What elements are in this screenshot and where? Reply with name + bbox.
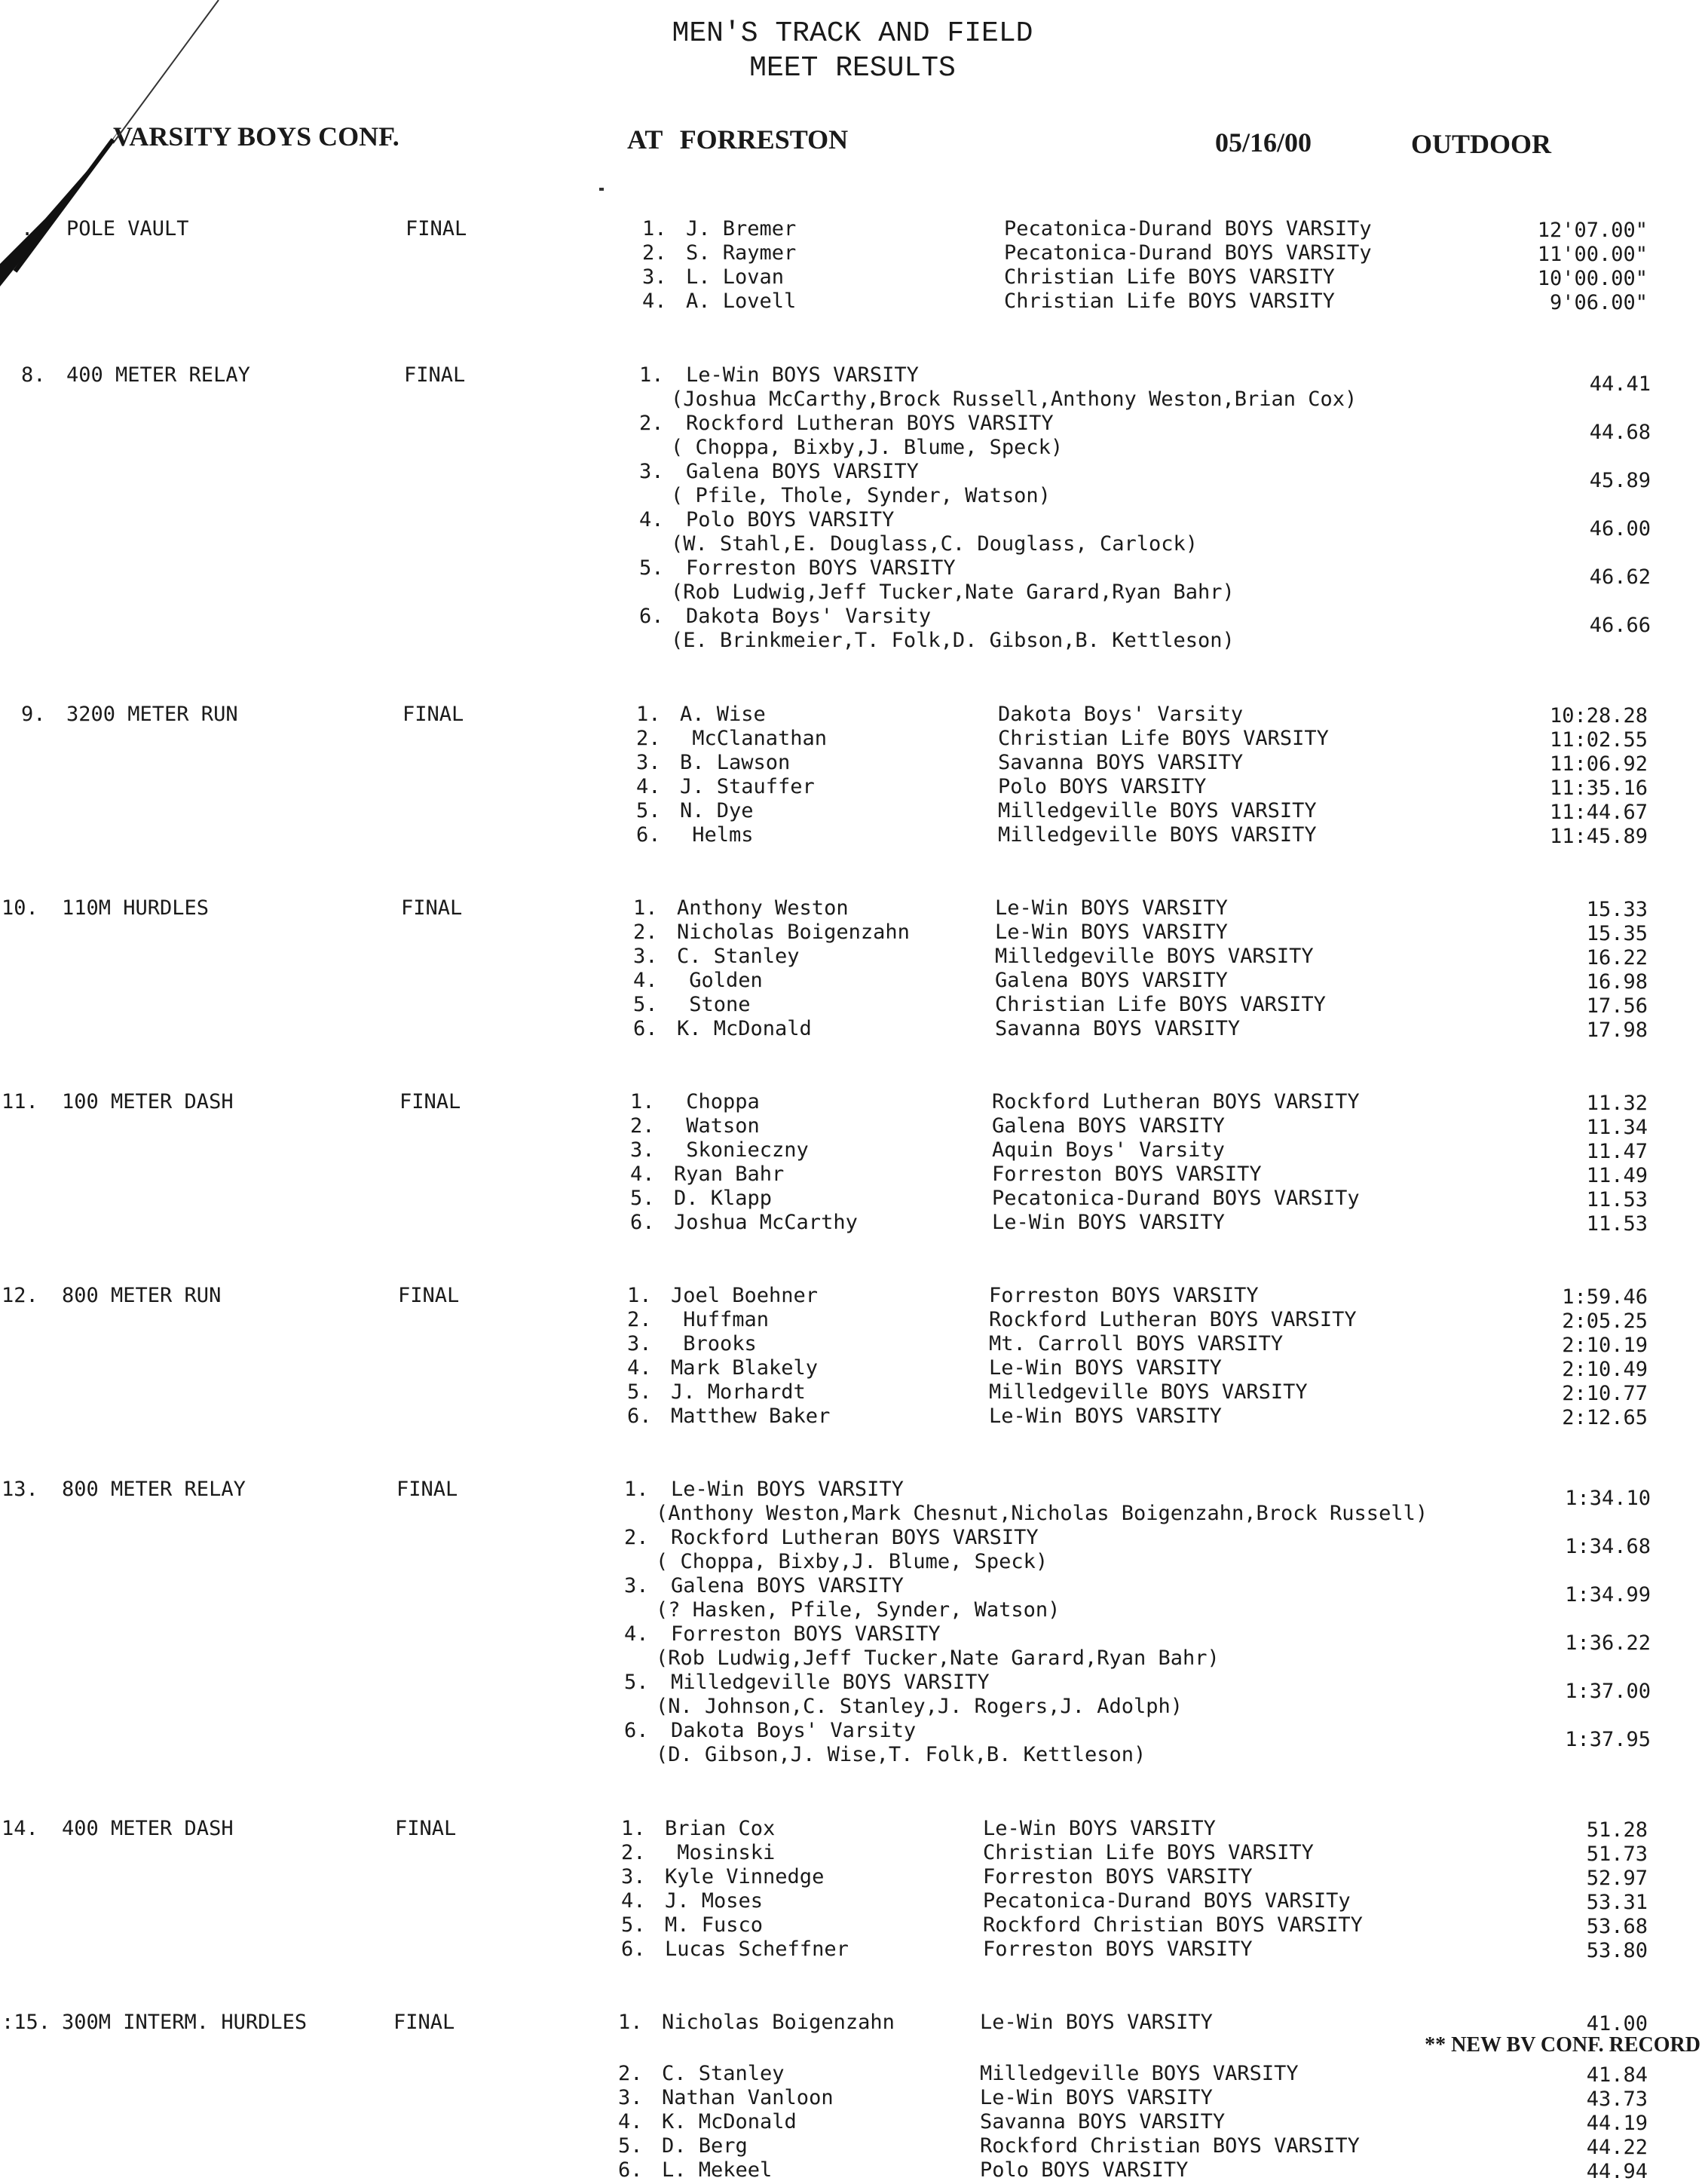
team-name: Christian Life BOYS VARSITY xyxy=(998,727,1329,750)
result-mark: 41.84 xyxy=(1586,2063,1648,2087)
event-round: FINAL xyxy=(403,703,464,726)
result-place: 3. xyxy=(621,1865,646,1888)
result-place: 5. xyxy=(639,556,664,580)
athlete-name: Joshua McCarthy xyxy=(674,1211,858,1234)
relay-team: Rockford Lutheran BOYS VARSITY xyxy=(671,1526,1039,1549)
result-mark: 44.94 xyxy=(1586,2160,1648,2183)
result-mark: 1:34.10 xyxy=(1565,1487,1651,1510)
relay-team: Dakota Boys' Varsity xyxy=(671,1719,917,1742)
result-place: 1. xyxy=(621,1817,646,1840)
event-number: :15. xyxy=(2,2011,51,2034)
result-place: 4. xyxy=(627,1356,652,1380)
relay-team: Dakota Boys' Varsity xyxy=(686,605,932,628)
result-place: 1. xyxy=(639,363,664,387)
team-name: Polo BOYS VARSITY xyxy=(980,2158,1189,2182)
result-mark: 11.47 xyxy=(1586,1140,1648,1163)
event-number: 9. xyxy=(21,703,46,726)
team-name: Forreston BOYS VARSITY xyxy=(992,1162,1262,1186)
result-mark: 2:10.49 xyxy=(1562,1358,1648,1381)
result-mark: 2:10.77 xyxy=(1562,1382,1648,1405)
result-mark: 1:36.22 xyxy=(1565,1631,1651,1655)
team-name: Milledgeville BOYS VARSITY xyxy=(998,823,1317,847)
event-round: FINAL xyxy=(399,1090,461,1113)
team-name: Rockford Christian BOYS VARSITY xyxy=(983,1913,1363,1937)
result-place: 4. xyxy=(639,508,664,531)
event-name: 400 METER DASH xyxy=(62,1817,234,1840)
result-mark: 17.56 xyxy=(1586,994,1648,1018)
result-mark: 11:35.16 xyxy=(1549,776,1648,800)
result-mark: 41.00 xyxy=(1586,2012,1648,2035)
athlete-name: S. Raymer xyxy=(686,241,797,265)
event-name: 3200 METER RUN xyxy=(66,703,238,726)
athlete-name: Brooks xyxy=(671,1332,757,1355)
result-place: 2. xyxy=(639,412,664,435)
result-mark: 2:05.25 xyxy=(1562,1309,1648,1333)
athlete-name: Choppa xyxy=(674,1090,760,1113)
relay-members: (W. Stahl,E. Douglass,C. Douglass, Carlock) xyxy=(671,532,1198,556)
relay-members: (Rob Ludwig,Jeff Tucker,Nate Garard,Ryan Bahr) xyxy=(671,580,1235,604)
relay-members: ( Choppa, Bixby,J. Blume, Speck) xyxy=(671,436,1064,459)
result-mark: 9'06.00" xyxy=(1549,291,1648,314)
result-mark: 44.19 xyxy=(1586,2112,1648,2135)
result-mark: 46.62 xyxy=(1589,565,1651,589)
team-name: Savanna BOYS VARSITY xyxy=(998,751,1244,774)
athlete-name: Nicholas Boigenzahn xyxy=(662,2011,895,2034)
result-mark: 16.22 xyxy=(1586,946,1648,969)
meet-location: AT FORRESTON xyxy=(627,124,849,155)
result-place: 5. xyxy=(633,993,658,1016)
team-name: Le-Win BOYS VARSITY xyxy=(995,896,1228,920)
result-place: 3. xyxy=(630,1138,655,1162)
team-name: Rockford Lutheran BOYS VARSITY xyxy=(992,1090,1360,1113)
result-mark: 1:37.95 xyxy=(1565,1728,1651,1751)
meet-name: VARSITY BOYS CONF. xyxy=(113,121,399,152)
team-name: Forreston BOYS VARSITY xyxy=(983,1865,1253,1888)
result-place: 2. xyxy=(618,2062,643,2085)
athlete-name: Skonieczny xyxy=(674,1138,809,1162)
result-mark: 11:44.67 xyxy=(1549,801,1648,824)
team-name: Rockford Lutheran BOYS VARSITY xyxy=(989,1308,1357,1331)
team-name: Pecatonica-Durand BOYS VARSITy xyxy=(983,1889,1351,1913)
result-mark: 2:10.19 xyxy=(1562,1334,1648,1357)
event-number: 14. xyxy=(2,1817,38,1840)
athlete-name: Joel Boehner xyxy=(671,1284,819,1307)
athlete-name: Mosinski xyxy=(665,1841,776,1864)
relay-team: Polo BOYS VARSITY xyxy=(686,508,895,531)
result-mark: 12'07.00" xyxy=(1537,219,1648,242)
team-name: Polo BOYS VARSITY xyxy=(998,775,1207,798)
team-name: Milledgeville BOYS VARSITY xyxy=(980,2062,1299,2085)
result-mark: 51.73 xyxy=(1586,1842,1648,1866)
relay-members: (E. Brinkmeier,T. Folk,D. Gibson,B. Kettleson) xyxy=(671,629,1235,652)
result-place: 6. xyxy=(639,605,664,628)
athlete-name: Nicholas Boigenzahn xyxy=(677,920,910,944)
result-place: 4. xyxy=(630,1162,655,1186)
result-place: 1. xyxy=(627,1284,652,1307)
result-place: 6. xyxy=(633,1017,658,1040)
result-mark: 43.73 xyxy=(1586,2088,1648,2111)
result-mark: 10'00.00" xyxy=(1537,267,1648,290)
result-place: 1. xyxy=(642,217,667,240)
result-place: 6. xyxy=(624,1719,649,1742)
event-round: FINAL xyxy=(395,1817,457,1840)
result-place: 4. xyxy=(618,2110,643,2133)
event-name: 110M HURDLES xyxy=(62,896,210,920)
athlete-name: L. Mekeel xyxy=(662,2158,773,2182)
result-mark: 45.89 xyxy=(1589,469,1651,492)
relay-team: Le-Win BOYS VARSITY xyxy=(686,363,919,387)
athlete-name: Brian Cox xyxy=(665,1817,776,1840)
athlete-name: J. Moses xyxy=(665,1889,764,1913)
athlete-name: Helms xyxy=(680,823,754,847)
result-mark: 11.32 xyxy=(1586,1092,1648,1115)
result-mark: 17.98 xyxy=(1586,1018,1648,1042)
team-name: Christian Life BOYS VARSITY xyxy=(983,1841,1314,1864)
result-place: 1. xyxy=(624,1478,649,1501)
result-mark: 15.33 xyxy=(1586,898,1648,921)
result-place: 3. xyxy=(642,265,667,289)
athlete-name: Mark Blakely xyxy=(671,1356,819,1380)
team-name: Savanna BOYS VARSITY xyxy=(980,2110,1226,2133)
relay-members: (? Hasken, Pfile, Synder, Watson) xyxy=(656,1598,1061,1622)
result-mark: 44.22 xyxy=(1586,2136,1648,2159)
event-round: FINAL xyxy=(404,363,466,387)
team-name: Forreston BOYS VARSITY xyxy=(983,1937,1253,1961)
athlete-name: Stone xyxy=(677,993,751,1016)
result-place: 3. xyxy=(639,460,664,483)
athlete-name: C. Stanley xyxy=(677,945,800,968)
result-mark: 11.53 xyxy=(1586,1188,1648,1211)
result-mark: 11:45.89 xyxy=(1549,825,1648,848)
athlete-name: Nathan Vanloon xyxy=(662,2086,834,2109)
result-mark: 53.31 xyxy=(1586,1891,1648,1914)
athlete-name: A. Lovell xyxy=(686,289,797,313)
result-mark: 1:34.68 xyxy=(1565,1535,1651,1558)
relay-members: (Rob Ludwig,Jeff Tucker,Nate Garard,Ryan Bahr) xyxy=(656,1646,1220,1670)
team-name: Le-Win BOYS VARSITY xyxy=(980,2086,1213,2109)
result-mark: 11:06.92 xyxy=(1549,752,1648,776)
event-round: FINAL xyxy=(393,2011,455,2034)
athlete-name: Lucas Scheffner xyxy=(665,1937,849,1961)
event-number: 13. xyxy=(2,1478,38,1501)
page-title-line2: MEET RESULTS xyxy=(749,52,956,84)
athlete-name: K. McDonald xyxy=(662,2110,797,2133)
result-place: 6. xyxy=(618,2158,643,2182)
athlete-name: M. Fusco xyxy=(665,1913,764,1937)
result-place: 5. xyxy=(618,2134,643,2158)
result-mark: 11.34 xyxy=(1586,1116,1648,1139)
result-place: 4. xyxy=(624,1622,649,1646)
result-place: 3. xyxy=(633,945,658,968)
result-place: 5. xyxy=(624,1671,649,1694)
result-place: 1. xyxy=(630,1090,655,1113)
record-note: ** NEW BV CONF. RECORD xyxy=(1425,2033,1700,2057)
relay-members: (N. Johnson,C. Stanley,J. Rogers,J. Adolph) xyxy=(656,1695,1183,1718)
team-name: Milledgeville BOYS VARSITY xyxy=(998,799,1317,822)
team-name: Christian Life BOYS VARSITY xyxy=(1004,265,1335,289)
relay-team: Galena BOYS VARSITY xyxy=(671,1574,904,1597)
event-name: 800 METER RELAY xyxy=(62,1478,246,1501)
event-number: 10. xyxy=(2,896,38,920)
athlete-name: B. Lawson xyxy=(680,751,791,774)
result-place: 3. xyxy=(636,751,661,774)
team-name: Rockford Christian BOYS VARSITY xyxy=(980,2134,1360,2158)
result-place: 3. xyxy=(618,2086,643,2109)
result-mark: 46.66 xyxy=(1589,614,1651,637)
result-place: 2. xyxy=(630,1114,655,1138)
page-title-line1: MEN'S TRACK AND FIELD xyxy=(672,17,1033,50)
team-name: Christian Life BOYS VARSITY xyxy=(1004,289,1335,313)
athlete-name: C. Stanley xyxy=(662,2062,785,2085)
team-name: Le-Win BOYS VARSITY xyxy=(989,1404,1222,1428)
result-place: 4. xyxy=(633,969,658,992)
team-name: Galena BOYS VARSITY xyxy=(992,1114,1225,1138)
relay-team: Rockford Lutheran BOYS VARSITY xyxy=(686,412,1054,435)
athlete-name: A. Wise xyxy=(680,703,766,726)
result-place: 2. xyxy=(642,241,667,265)
relay-members: (Joshua McCarthy,Brock Russell,Anthony Weston,Brian Cox) xyxy=(671,387,1358,411)
team-name: Le-Win BOYS VARSITY xyxy=(980,2011,1213,2034)
result-mark: 11.53 xyxy=(1586,1212,1648,1236)
athlete-name: Huffman xyxy=(671,1308,770,1331)
relay-members: (Anthony Weston,Mark Chesnut,Nicholas Boigenzahn,Brock Russell) xyxy=(656,1502,1428,1525)
team-name: Milledgeville BOYS VARSITY xyxy=(989,1380,1308,1404)
result-place: 2. xyxy=(633,920,658,944)
event-name: 100 METER DASH xyxy=(62,1090,234,1113)
relay-team: Galena BOYS VARSITY xyxy=(686,460,919,483)
result-place: 2. xyxy=(636,727,661,750)
event-number: 8. xyxy=(21,363,46,387)
team-name: Forreston BOYS VARSITY xyxy=(989,1284,1259,1307)
result-place: 6. xyxy=(627,1404,652,1428)
athlete-name: Golden xyxy=(677,969,763,992)
result-mark: 15.35 xyxy=(1586,922,1648,945)
athlete-name: L. Lovan xyxy=(686,265,785,289)
result-place: 5. xyxy=(636,799,661,822)
athlete-name: N. Dye xyxy=(680,799,754,822)
result-mark: 1:59.46 xyxy=(1562,1285,1648,1309)
relay-team: Forreston BOYS VARSITY xyxy=(671,1622,941,1646)
team-name: Mt. Carroll BOYS VARSITY xyxy=(989,1332,1284,1355)
event-name: POLE VAULT xyxy=(66,217,189,240)
result-mark: 53.68 xyxy=(1586,1915,1648,1938)
result-place: 1. xyxy=(633,896,658,920)
result-place: 3. xyxy=(624,1574,649,1597)
result-mark: 10:28.28 xyxy=(1549,704,1648,727)
result-place: 2. xyxy=(624,1526,649,1549)
result-place: 3. xyxy=(627,1332,652,1355)
result-mark: 1:37.00 xyxy=(1565,1680,1651,1703)
result-place: 4. xyxy=(621,1889,646,1913)
team-name: Pecatonica-Durand BOYS VARSITy xyxy=(992,1187,1360,1210)
result-place: 4. xyxy=(642,289,667,313)
athlete-name: McClanathan xyxy=(680,727,828,750)
result-place: 4. xyxy=(636,775,661,798)
result-mark: 11.49 xyxy=(1586,1164,1648,1187)
team-name: Galena BOYS VARSITY xyxy=(995,969,1228,992)
result-place: 6. xyxy=(636,823,661,847)
result-place: 5. xyxy=(627,1380,652,1404)
result-place: 6. xyxy=(621,1937,646,1961)
result-mark: 11'00.00" xyxy=(1537,243,1648,266)
result-place: 5. xyxy=(630,1187,655,1210)
team-name: Dakota Boys' Varsity xyxy=(998,703,1244,726)
team-name: Le-Win BOYS VARSITY xyxy=(989,1356,1222,1380)
speck-dot xyxy=(599,188,604,191)
athlete-name: J. Stauffer xyxy=(680,775,815,798)
athlete-name: Ryan Bahr xyxy=(674,1162,785,1186)
relay-members: ( Choppa, Bixby,J. Blume, Speck) xyxy=(656,1550,1048,1573)
result-mark: 51.28 xyxy=(1586,1818,1648,1842)
event-name: 400 METER RELAY xyxy=(66,363,250,387)
athlete-name: D. Klapp xyxy=(674,1187,773,1210)
result-mark: 16.98 xyxy=(1586,970,1648,994)
team-name: Le-Win BOYS VARSITY xyxy=(983,1817,1216,1840)
team-name: Le-Win BOYS VARSITY xyxy=(992,1211,1225,1234)
relay-members: (D. Gibson,J. Wise,T. Folk,B. Kettleson) xyxy=(656,1743,1146,1766)
athlete-name: K. McDonald xyxy=(677,1017,812,1040)
athlete-name: Anthony Weston xyxy=(677,896,849,920)
relay-members: ( Pfile, Thole, Synder, Watson) xyxy=(671,484,1051,507)
pen-mark xyxy=(0,0,241,302)
athlete-name: Kyle Vinnedge xyxy=(665,1865,825,1888)
athlete-name: J. Morhardt xyxy=(671,1380,806,1404)
event-round: FINAL xyxy=(398,1284,460,1307)
team-name: Christian Life BOYS VARSITY xyxy=(995,993,1326,1016)
result-mark: 52.97 xyxy=(1586,1867,1648,1890)
team-name: Milledgeville BOYS VARSITY xyxy=(995,945,1314,968)
result-mark: 44.41 xyxy=(1589,372,1651,396)
team-name: Le-Win BOYS VARSITY xyxy=(995,920,1228,944)
event-round: FINAL xyxy=(406,217,467,240)
result-mark: 11:02.55 xyxy=(1549,728,1648,752)
event-round: FINAL xyxy=(401,896,463,920)
result-place: 1. xyxy=(618,2011,643,2034)
result-place: 1. xyxy=(636,703,661,726)
result-mark: 2:12.65 xyxy=(1562,1406,1648,1429)
relay-team: Milledgeville BOYS VARSITY xyxy=(671,1671,990,1694)
event-name: 300M INTERM. HURDLES xyxy=(62,2011,308,2034)
event-number: . xyxy=(21,217,34,240)
event-number: 11. xyxy=(2,1090,38,1113)
meet-venue-type: OUTDOOR xyxy=(1411,129,1552,159)
event-round: FINAL xyxy=(396,1478,458,1501)
athlete-name: Watson xyxy=(674,1114,760,1138)
team-name: Pecatonica-Durand BOYS VARSITy xyxy=(1004,241,1372,265)
team-name: Pecatonica-Durand BOYS VARSITy xyxy=(1004,217,1372,240)
result-place: 2. xyxy=(621,1841,646,1864)
relay-team: Le-Win BOYS VARSITY xyxy=(671,1478,904,1501)
result-place: 2. xyxy=(627,1308,652,1331)
event-number: 12. xyxy=(2,1284,38,1307)
result-mark: 1:34.99 xyxy=(1565,1583,1651,1607)
result-mark: 44.68 xyxy=(1589,421,1651,444)
result-mark: 46.00 xyxy=(1589,517,1651,541)
result-mark: 53.80 xyxy=(1586,1939,1648,1962)
athlete-name: J. Bremer xyxy=(686,217,797,240)
result-place: 6. xyxy=(630,1211,655,1234)
team-name: Savanna BOYS VARSITY xyxy=(995,1017,1241,1040)
team-name: Aquin Boys' Varsity xyxy=(992,1138,1225,1162)
event-name: 800 METER RUN xyxy=(62,1284,222,1307)
athlete-name: Matthew Baker xyxy=(671,1404,831,1428)
athlete-name: D. Berg xyxy=(662,2134,748,2158)
result-place: 5. xyxy=(621,1913,646,1937)
meet-date: 05/16/00 xyxy=(1215,127,1312,158)
relay-team: Forreston BOYS VARSITY xyxy=(686,556,956,580)
